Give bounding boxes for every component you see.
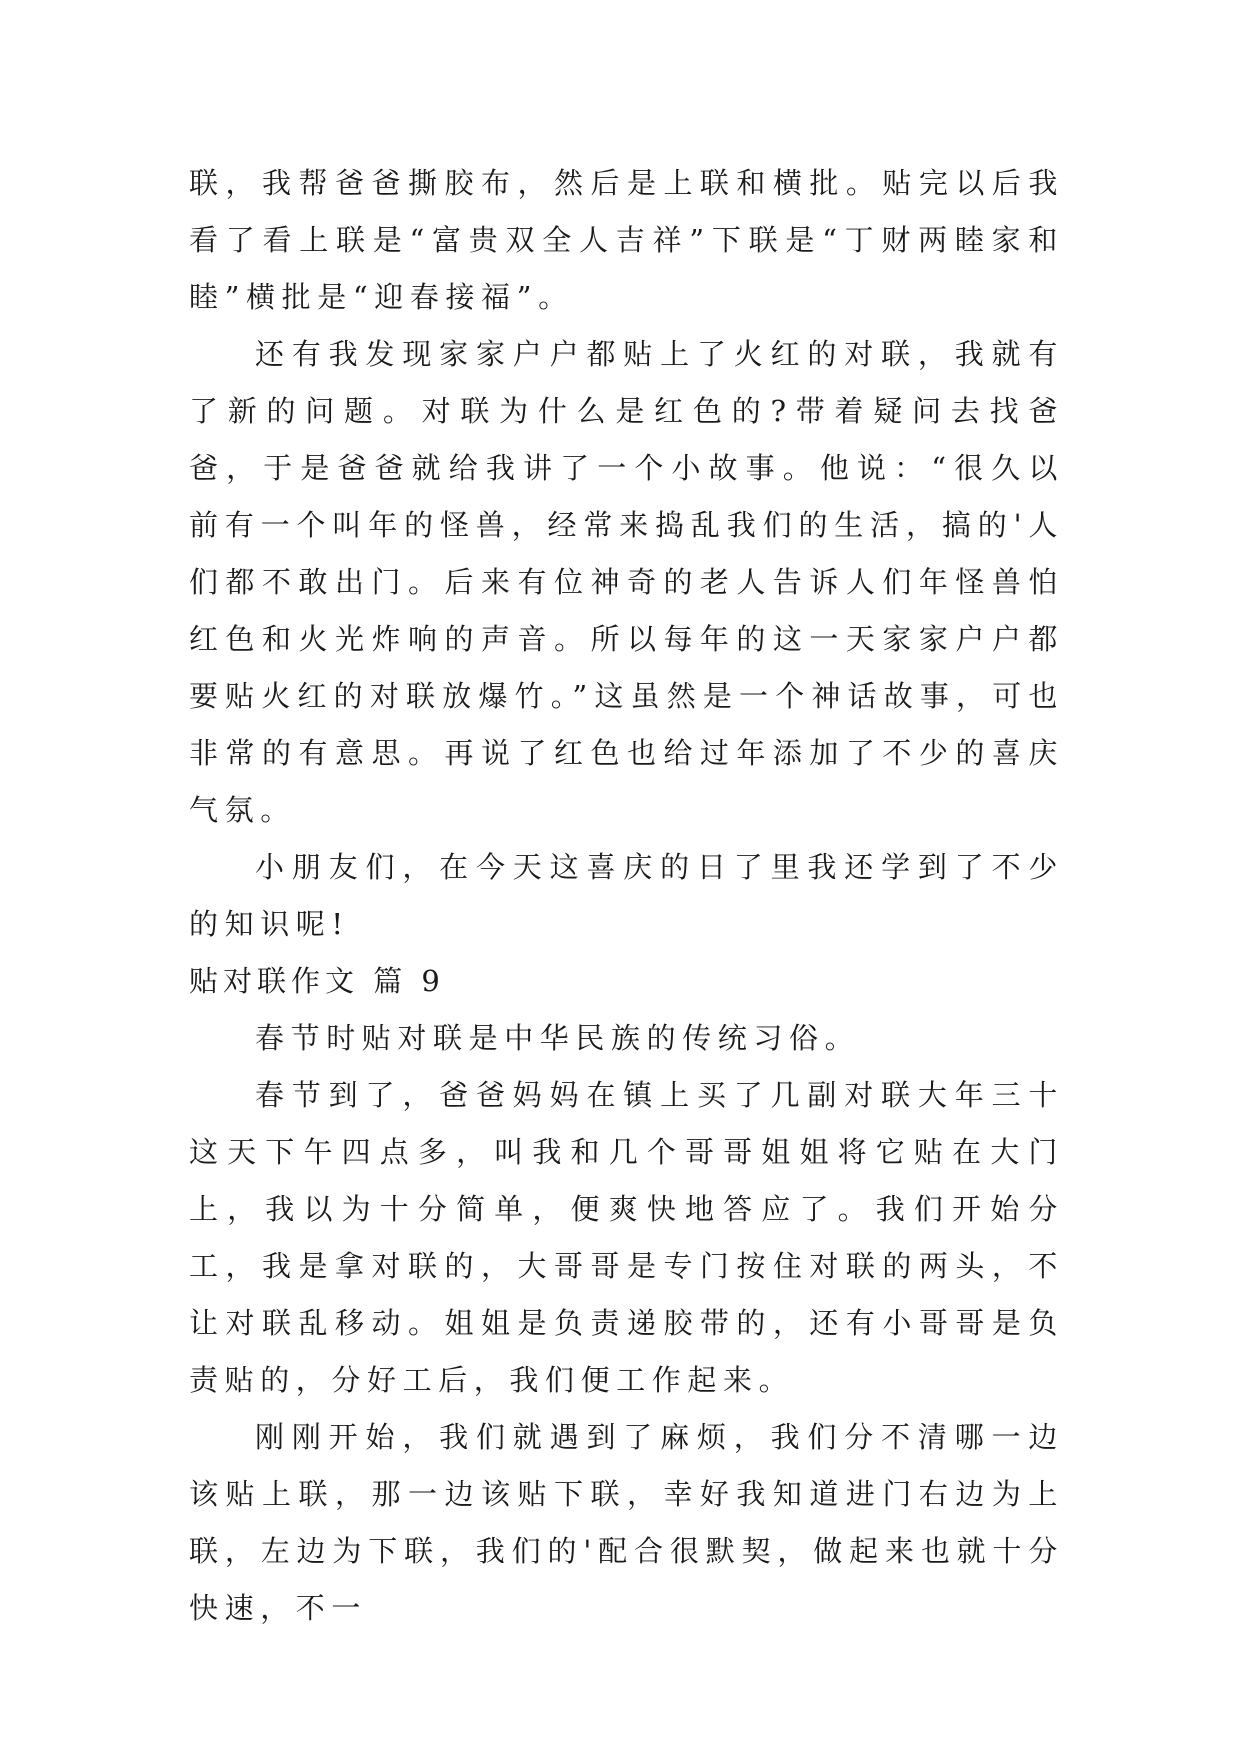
document-page bbox=[189, 155, 1064, 1637]
section-heading: 贴对联作文 篇 9 bbox=[189, 964, 445, 998]
paragraph-learned: 小朋友们，在今天这喜庆的日了里我还学到了不少的知识呢! bbox=[189, 850, 1064, 941]
paragraph-division-of-work: 春节到了，爸爸妈妈在镇上买了几副对联大年三十这天下午四点多，叫我和几个哥哥姐姐将它贴在大门上，我以为十分简单，便爽快地答应了。我们开始分工，我是拿对联的，大哥哥是专门按住对联的两头，不让对联乱移动。姐姐是负责递胶带的，还有小哥哥是负责贴的，分好工后，我们便工作起来。 bbox=[189, 1078, 1064, 1397]
paragraph-couplet-hanging: 联，我帮爸爸撕胶布，然后是上联和横批。贴完以后我看了看上联是“富贵双全人吉祥”下联是“丁财两睦家和睦”横批是“迎春接福”。 bbox=[189, 166, 1064, 314]
paragraph-trouble: 刚刚开始，我们就遇到了麻烦，我们分不清哪一边该贴上联，那一边该贴下联，幸好我知道进门右边为上联，左边为下联，我们的'配合很默契，做起来也就十分快速，不一 bbox=[189, 1420, 1064, 1625]
paragraph-tradition: 春节时贴对联是中华民族的传统习俗。 bbox=[255, 1021, 861, 1055]
paragraph-why-red: 还有我发现家家户户都贴上了火红的对联，我就有了新的问题。对联为什么是红色的?带着疑问去找爸爸，于是爸爸就给我讲了一个小故事。他说：“很久以前有一个叫年的怪兽，经常来捣乱我们的生活，搞的'人们都不敢出门。后来有位神奇的老人告诉人们年怪兽怕红色和火光炸响的声音。所以每年的这一天家家户户都要贴火红的对联放爆竹。”这虽然是一个神话故事，可也非常的有意思。再说了红色也给过年添加了不少的喜庆气氛。 bbox=[189, 337, 1064, 827]
